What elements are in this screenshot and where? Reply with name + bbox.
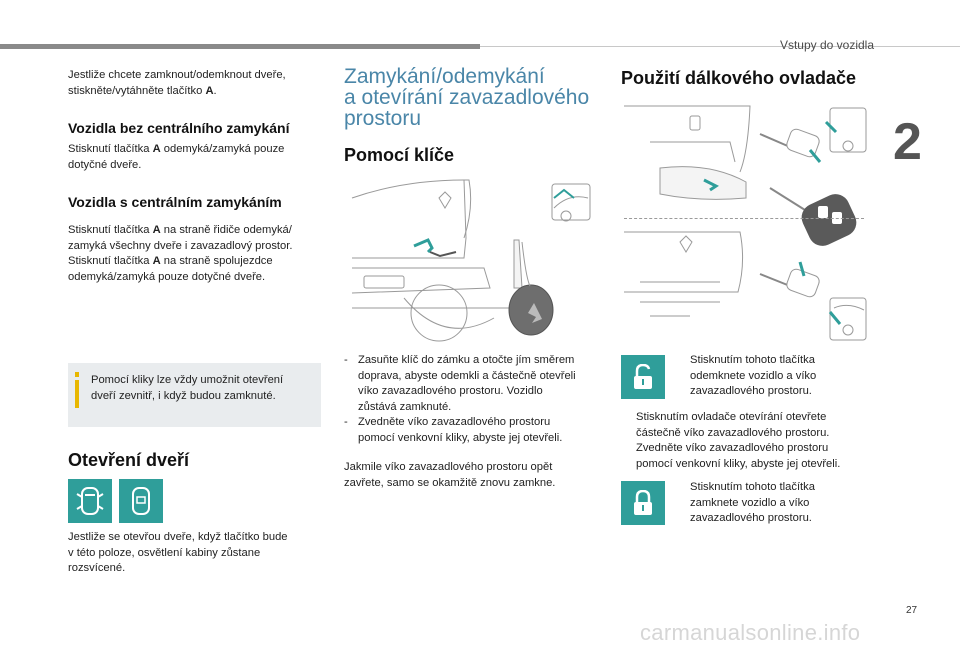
doors-text: Jestliže se otevřou dveře, když tlačítko bude v této poloze, osvětlení kabiny zůstane rozsvícené. [68,531,288,574]
unlock-text: Stisknutím tohoto tlačítka odemknete vozidlo a víko zavazadlového prostoru. [690,354,817,397]
info-box [68,363,321,427]
heading-key: Pomocí klíče [344,145,455,165]
page-number: 27 [906,605,918,616]
trunk-key-illustration [344,178,594,346]
heading-doors: Otevření dveří [68,450,190,470]
info-icon [75,372,79,408]
trunk-remote-steps [622,410,882,472]
info-text: Pomocí kliky lze vždy umožnit otevření dveří zevnitř, i když budou zamknuté. [91,374,284,402]
lock-icon [621,481,665,525]
intro-text: Jestliže chcete zamknout/odemknout dveře, stiskněte/vytáhněte tlačítko A. [68,69,286,97]
door-light-icon [119,479,163,523]
step-item: Stisknutím ovladače otevírání otevřete částečně víko zavazadlového prostoru. [636,411,830,439]
remote-illustration [620,102,868,342]
central-text: Stisknutí tlačítka A na straně řidiče odemyká/ zamyká všechny dveře i zavazadlový prostor. Stisknutí tlačítka A na straně spolujezdce odemyká/zamyká pouze dotyčné dveře. [68,224,293,283]
lock-text: Stisknutím tohoto tlačítka zamknete vozidlo a víko zavazadlového prostoru. [690,481,815,524]
section-title: Vstupy do vozidla [779,38,874,52]
key-steps [344,353,600,446]
close-text: Jakmile víko zavazadlového prostoru opět zavřete, samo se okamžitě znovu zamkne. [344,461,556,489]
watermark: carmanualsonline.info [640,620,861,645]
heading-central: Vozidla s centrálním zamykáním [68,194,282,210]
header-rule [480,46,960,47]
heading-no-central: Vozidla bez centrálního zamykání [68,120,290,136]
no-central-text: Stisknutí tlačítka A odemyká/zamyká pouze dotyčné dveře. [68,143,285,171]
divider [624,218,864,219]
section-heading-trunk: Zamykání/odemykání a otevírání zavazadlového prostoru [344,65,590,130]
heading-remote: Použití dálkového ovladače [621,68,857,88]
step-item: - Zvedněte víko zavazadlového prostoru pomocí venkovní kliky, abyste jej otevřeli. [344,416,563,444]
door-switch-icon [68,479,112,523]
step-item: Zvedněte víko zavazadlového prostoru pomocí venkovní kliky, abyste jej otevřeli. [636,442,841,470]
header-bar [0,44,480,49]
chapter-number: 2 [893,113,922,171]
unlock-icon [621,355,665,399]
step-item: - Zasuňte klíč do zámku a otočte jím směrem doprava, abyste odemkli a částečně otevřeli víko zavazadlového prostoru. Vozidlo zůstává zamknuté. [344,354,576,413]
